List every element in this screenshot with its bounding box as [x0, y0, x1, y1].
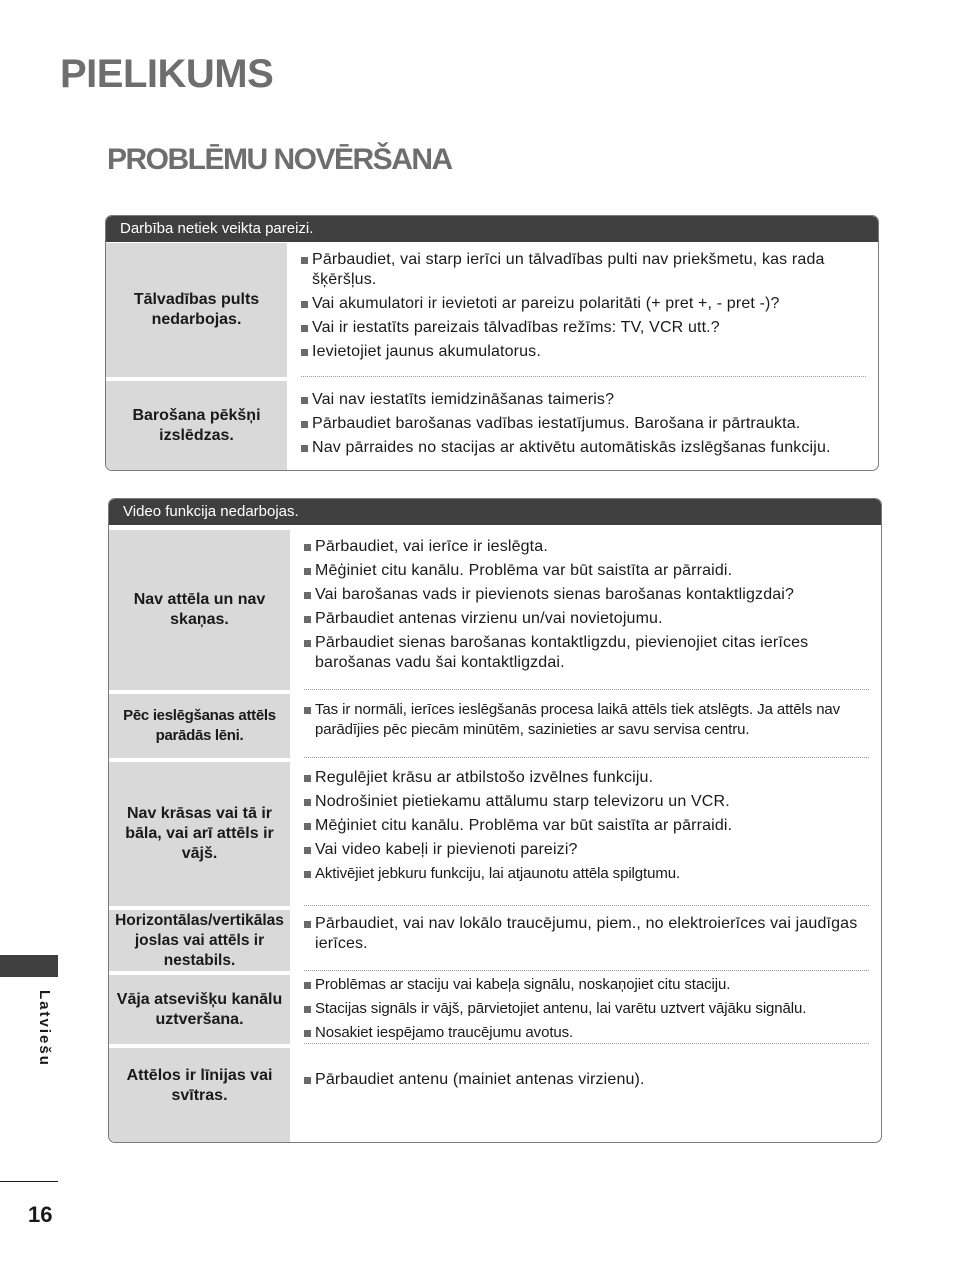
row-label: Nav krāsas vai tā ir bāla, vai arī attēls ir vājš.: [109, 762, 290, 906]
square-bullet-icon: [304, 616, 311, 623]
list-item: Pārbaudiet, vai ierīce ir ieslēgta.: [304, 537, 869, 557]
list-item: Aktivējiet jebkuru funkciju, lai atjaunotu attēla spilgtumu.: [304, 864, 869, 884]
list-item: Pārbaudiet antenu (mainiet antenas virzienu).: [304, 1070, 869, 1090]
row-solutions: [304, 910, 869, 971]
table-row: [109, 910, 881, 971]
list-item: Pārbaudiet, vai starp ierīci un tālvadības pulti nav priekšmetu, kas rada šķēršļus.: [301, 250, 866, 290]
troubleshooting-panel-operation: [105, 215, 879, 471]
list-item: Stacijas signāls ir vājš, pārvietojiet antenu, lai varētu uztvert vājāku signālu.: [304, 999, 869, 1019]
square-bullet-icon: [304, 1006, 311, 1013]
row-label: Barošana pēkšņi izslēdzas.: [106, 381, 287, 470]
row-label: Nav attēla un nav skaņas.: [109, 530, 290, 690]
troubleshooting-panel-video: [108, 498, 882, 1143]
row-solutions: [304, 762, 869, 906]
table-row: [109, 975, 881, 1044]
square-bullet-icon: [301, 349, 308, 356]
list-item: Vai video kabeļi ir pievienoti pareizi?: [304, 840, 869, 860]
list-item: Pārbaudiet antenas virzienu un/vai novietojumu.: [304, 609, 869, 629]
square-bullet-icon: [304, 1030, 311, 1037]
square-bullet-icon: [304, 871, 311, 878]
row-solutions: [301, 381, 866, 470]
square-bullet-icon: [304, 982, 311, 989]
list-item: Problēmas ar staciju vai kabeļa signālu, noskaņojiet citu staciju.: [304, 975, 869, 995]
list-item: Regulējiet krāsu ar atbilstošo izvēlnes funkciju.: [304, 768, 869, 788]
square-bullet-icon: [301, 397, 308, 404]
row-label: Vāja atsevišķu kanālu uztveršana.: [109, 975, 290, 1044]
square-bullet-icon: [304, 847, 311, 854]
row-label: Horizontālas/vertikālas joslas vai attēls ir nestabils.: [109, 910, 290, 971]
list-item: Ievietojiet jaunus akumulatorus.: [301, 342, 866, 362]
list-item: Pārbaudiet, vai nav lokālo traucējumu, piem., no elektroierīces vai jaudīgas ierīces.: [304, 914, 869, 954]
list-item: Nav pārraides no stacijas ar aktivētu automātiskās izslēgšanas funkciju.: [301, 438, 866, 458]
list-item: Tas ir normāli, ierīces ieslēgšanās procesa laikā attēls tiek atslēgts. Ja attēls nav parādījies pēc piecām minūtēm, sazinieties ar savu servisa centru.: [304, 700, 869, 740]
table-row: [109, 762, 881, 906]
square-bullet-icon: [304, 799, 311, 806]
square-bullet-icon: [304, 640, 311, 647]
list-item: Pārbaudiet sienas barošanas kontaktligzdu, pievienojiet citas ierīces barošanas vadu šai kontaktligzdai.: [304, 633, 869, 673]
page-number: 16: [28, 1202, 53, 1227]
list-item: Mēģiniet citu kanālu. Problēma var būt saistīta ar pārraidi.: [304, 816, 869, 836]
list-item: Mēģiniet citu kanālu. Problēma var būt saistīta ar pārraidi.: [304, 561, 869, 581]
list-item: Pārbaudiet barošanas vadības iestatījumus. Barošana ir pārtraukta.: [301, 414, 866, 434]
row-solutions: [301, 243, 866, 377]
panel-header: Darbība netiek veikta pareizi.: [106, 216, 878, 242]
row-solutions: [304, 1048, 869, 1142]
table-row: [109, 1048, 881, 1142]
row-solutions: [304, 975, 869, 1044]
square-bullet-icon: [304, 823, 311, 830]
square-bullet-icon: [301, 445, 308, 452]
list-item: Nosakiet iespējamo traucējumu avotus.: [304, 1023, 869, 1043]
list-item: Vai barošanas vads ir pievienots sienas barošanas kontaktligzdai?: [304, 585, 869, 605]
square-bullet-icon: [304, 544, 311, 551]
row-solutions: [304, 530, 869, 690]
section-title: PROBLĒMU NOVĒRŠANA: [107, 143, 452, 176]
square-bullet-icon: [304, 775, 311, 782]
square-bullet-icon: [304, 707, 311, 714]
square-bullet-icon: [304, 1077, 311, 1084]
page-number-divider: [0, 1181, 58, 1182]
square-bullet-icon: [301, 325, 308, 332]
panel-header: Video funkcija nedarbojas.: [109, 499, 881, 525]
list-item: Vai ir iestatīts pareizais tālvadības režīms: TV, VCR utt.?: [301, 318, 866, 338]
language-tab-marker: [0, 955, 58, 977]
language-label: Latviešu: [36, 990, 53, 1067]
table-row: [106, 381, 878, 470]
row-label: Pēc ieslēgšanas attēls parādās lēni.: [109, 694, 290, 758]
row-label: Tālvadības pults nedarbojas.: [106, 243, 287, 377]
page-title: PIELIKUMS: [60, 52, 274, 96]
table-row: [109, 530, 881, 690]
square-bullet-icon: [304, 592, 311, 599]
row-solutions: [304, 694, 869, 758]
square-bullet-icon: [304, 568, 311, 575]
square-bullet-icon: [301, 421, 308, 428]
list-item: Vai akumulatori ir ievietoti ar pareizu polaritāti (+ pret +, - pret -)?: [301, 294, 866, 314]
square-bullet-icon: [301, 257, 308, 264]
table-row: [109, 694, 881, 758]
table-row: [106, 243, 878, 377]
row-label: Attēlos ir līnijas vai svītras.: [109, 1048, 290, 1142]
list-item: Nodrošiniet pietiekamu attālumu starp televizoru un VCR.: [304, 792, 869, 812]
list-item: Vai nav iestatīts iemidzināšanas taimeris?: [301, 390, 866, 410]
square-bullet-icon: [301, 301, 308, 308]
square-bullet-icon: [304, 921, 311, 928]
